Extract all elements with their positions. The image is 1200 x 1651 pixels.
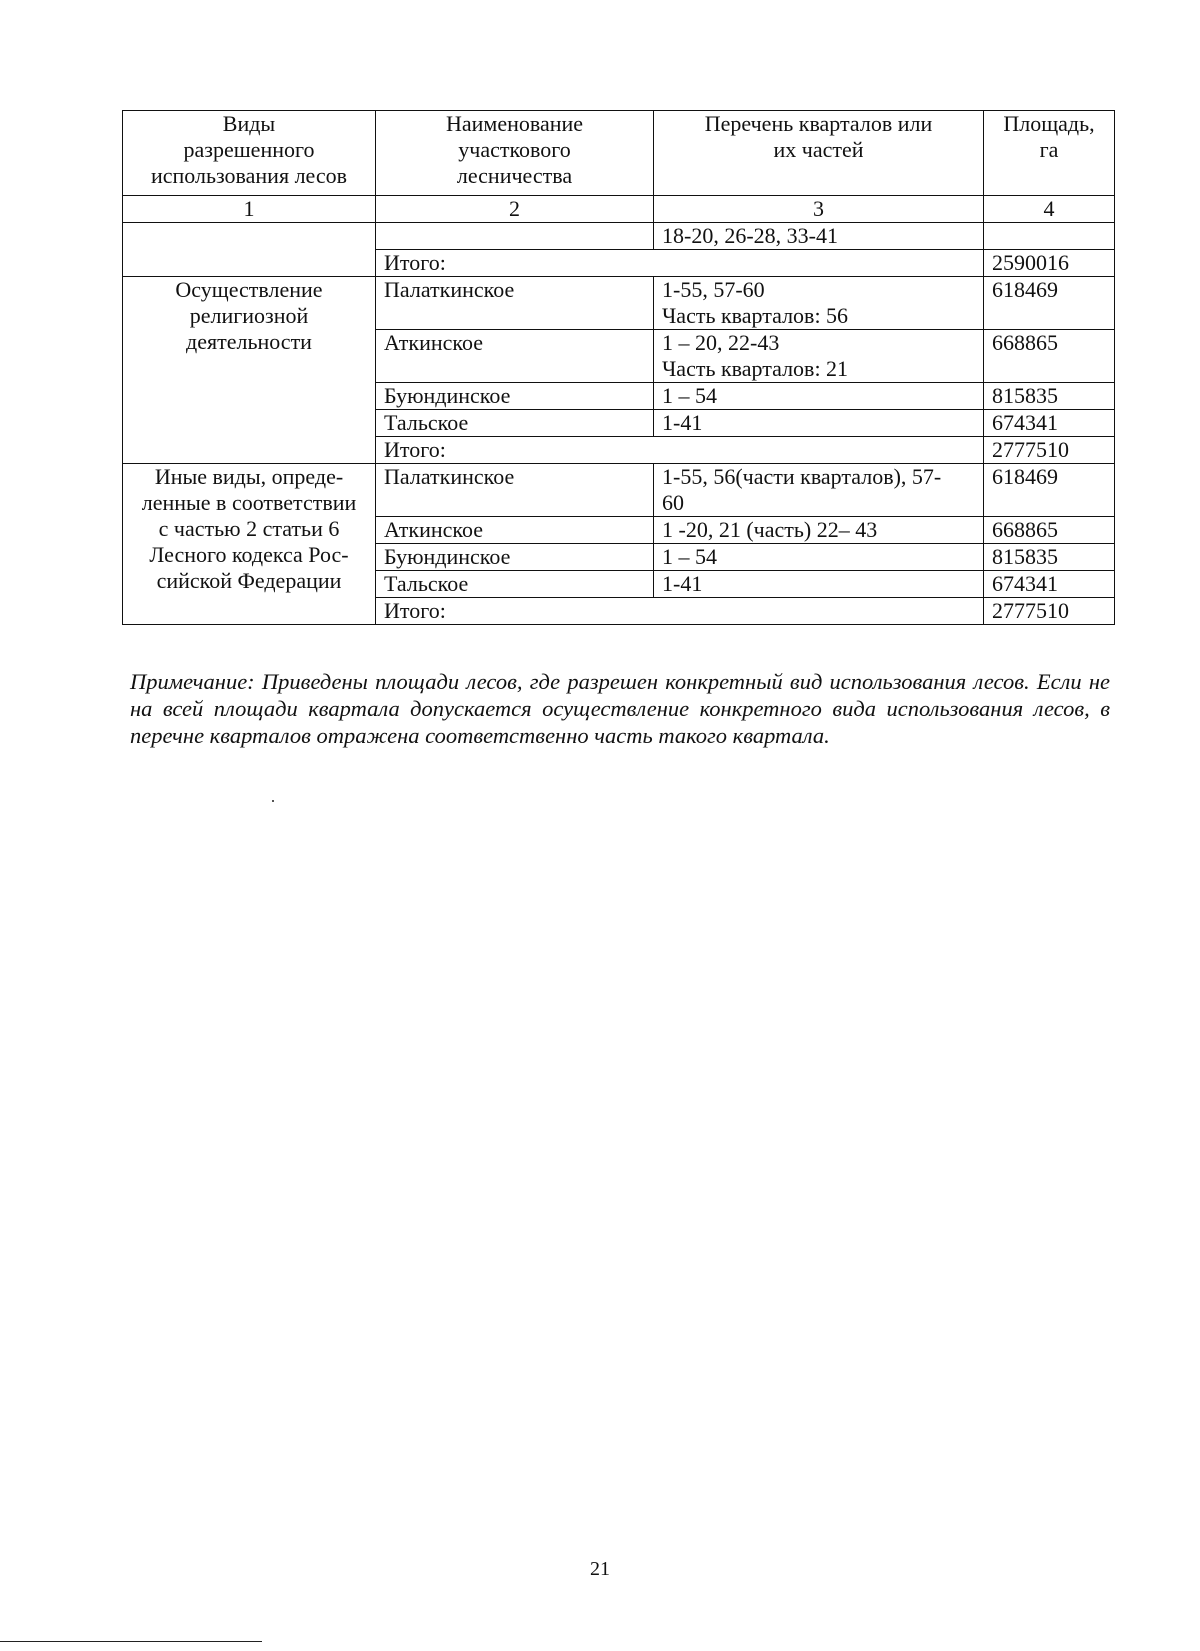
footer-rule: [0, 1641, 262, 1642]
forestry-cell: Палаткинское: [376, 277, 654, 330]
total-label: Итого:: [376, 437, 984, 464]
use-type-cell: Осуществление религиозной деятельности: [123, 277, 376, 464]
quarters-cell: 1-41: [654, 571, 984, 598]
area-cell: 668865: [984, 517, 1115, 544]
area-cell: 674341: [984, 410, 1115, 437]
column-number: 1: [123, 196, 376, 223]
column-number: 2: [376, 196, 654, 223]
forest-use-table: [122, 110, 1115, 625]
forestry-cell: Палаткинское: [376, 464, 654, 517]
footnote-label: Примечание:: [130, 669, 255, 694]
quarters-cell: 1 -20, 21 (часть) 22– 43: [654, 517, 984, 544]
total-area: 2590016: [984, 250, 1115, 277]
header-area: Площадь, га: [984, 111, 1115, 196]
header-quarters-list: Перечень кварталов или их частей: [654, 111, 984, 196]
total-label: Итого:: [376, 250, 984, 277]
area-cell: 815835: [984, 544, 1115, 571]
total-label: Итого:: [376, 598, 984, 625]
area-cell: 815835: [984, 383, 1115, 410]
quarters-cell: 1 – 20, 22-43 Часть кварталов: 21: [654, 330, 984, 383]
area-cell: 674341: [984, 571, 1115, 598]
column-number: 3: [654, 196, 984, 223]
forestry-cell-empty: [376, 223, 654, 250]
table-row: [123, 277, 1115, 330]
header-forestry-name: Наименование участкового лесничества: [376, 111, 654, 196]
use-type-cell: Иные виды, опреде- ленные в соответствии с частью 2 статьи 6 Лесного кодекса Рос- сийской Федерации: [123, 464, 376, 625]
quarters-cell: 1 – 54: [654, 383, 984, 410]
quarters-cell: 1 – 54: [654, 544, 984, 571]
total-area: 2777510: [984, 598, 1115, 625]
forestry-cell: Буюндинское: [376, 544, 654, 571]
forestry-cell: Буюндинское: [376, 383, 654, 410]
scan-speck: [272, 800, 274, 802]
total-area: 2777510: [984, 437, 1115, 464]
forestry-cell: Тальское: [376, 410, 654, 437]
quarters-cell: 18-20, 26-28, 33-41: [654, 223, 984, 250]
column-number-row: [123, 196, 1115, 223]
use-type-cell-empty: [123, 223, 376, 277]
quarters-cell: 1-55, 57-60 Часть кварталов: 56: [654, 277, 984, 330]
area-cell: 618469: [984, 464, 1115, 517]
area-cell: 668865: [984, 330, 1115, 383]
column-number: 4: [984, 196, 1115, 223]
table-row: [123, 464, 1115, 517]
quarters-cell: 1-55, 56(части кварталов), 57- 60: [654, 464, 984, 517]
forestry-cell: Аткинское: [376, 517, 654, 544]
footnote-text: Приведены площади лесов, где разрешен конкретный вид использования лесов. Если не на всей площади квартала допускается осуществление конкретного вида использования лесов, в перечне кварталов отражена соответственно часть такого квартала.: [130, 669, 1110, 748]
forestry-cell: Аткинское: [376, 330, 654, 383]
forestry-cell: Тальское: [376, 571, 654, 598]
quarters-cell: 1-41: [654, 410, 984, 437]
page-number: 21: [590, 1558, 610, 1580]
table-header-row: [123, 111, 1115, 196]
area-cell-empty: [984, 223, 1115, 250]
footnote: [130, 668, 1110, 749]
area-cell: 618469: [984, 277, 1115, 330]
header-use-type: Виды разрешенного использования лесов: [123, 111, 376, 196]
table-row: [123, 223, 1115, 250]
